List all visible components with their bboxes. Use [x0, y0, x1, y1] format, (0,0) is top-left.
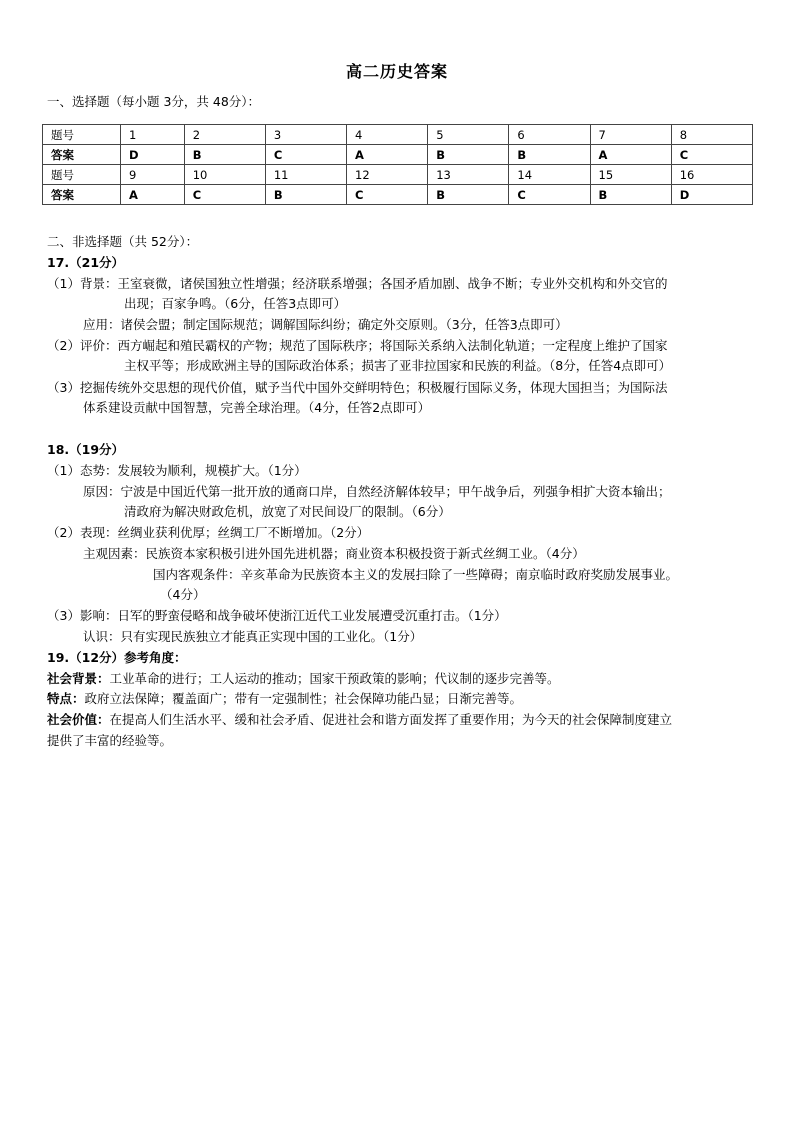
table-cell: 答案	[43, 185, 121, 205]
table-cell: 12	[347, 165, 428, 185]
table-cell: 7	[590, 125, 671, 145]
q18-line: 主观因素：民族资本家积极引进外国先进机器；商业资本积极投资于新式丝绸工业。（4分）	[83, 546, 585, 561]
table-cell: 10	[184, 165, 265, 185]
table-cell: B	[265, 185, 346, 205]
table-cell: B	[509, 145, 590, 165]
q17-line: 应用：诸侯会盟；制定国际规范；调解国际纠纷；确定外交原则。（3分，任答3点即可）	[83, 317, 568, 332]
page-title: 高二历史答案	[345, 62, 448, 81]
table-cell: 2	[184, 125, 265, 145]
table-cell: 4	[347, 125, 428, 145]
q18-line: 国内客观条件：辛亥革命为民族资本主义的发展扫除了一些障碍；南京临时政府奖励发展事业。	[153, 567, 679, 582]
table-cell: A	[121, 185, 185, 205]
answer-table	[42, 124, 753, 205]
table-cell: A	[590, 145, 671, 165]
q17-line: （1）背景：王室衰微，诸侯国独立性增强；经济联系增强；各国矛盾加剧、战争不断；专业外交机构和外交官的	[47, 276, 668, 291]
q18-line: （2）表现：丝绸业获利优厚；丝绸工厂不断增加。（2分）	[47, 525, 370, 540]
section-2-heading: 二、非选择题（共 52分）：	[47, 234, 199, 249]
table-cell: C	[184, 185, 265, 205]
table-cell: 15	[590, 165, 671, 185]
q17-heading: 17.（21分）	[47, 255, 125, 270]
table-cell: 1	[121, 125, 185, 145]
q18-line: 认识：只有实现民族独立才能真正实现中国的工业化。（1分）	[83, 629, 423, 644]
table-cell: A	[347, 145, 428, 165]
table-row	[43, 125, 753, 145]
q19-value	[47, 710, 672, 730]
section-1-heading: 一、选择题（每小题 3分，共 48分）：	[47, 94, 261, 109]
table-cell: 5	[428, 125, 509, 145]
table-cell: 8	[671, 125, 752, 145]
table-cell: B	[428, 185, 509, 205]
q19-features-text: 政府立法保障；覆盖面广；带有一定强制性；社会保障功能凸显；日渐完善等。	[84, 691, 523, 706]
table-row	[43, 145, 753, 165]
table-cell: 题号	[43, 125, 121, 145]
q18-line: （4分）	[160, 587, 206, 602]
q17-line: 出现；百家争鸣。（6分，任答3点即可）	[124, 296, 347, 311]
table-cell: D	[121, 145, 185, 165]
q19-value-continued: 提供了丰富的经验等。	[47, 733, 173, 748]
table-row	[43, 165, 753, 185]
table-cell: B	[428, 145, 509, 165]
table-cell: 6	[509, 125, 590, 145]
table-cell: D	[671, 185, 752, 205]
q17-line: 体系建设贡献中国智慧，完善全球治理。（4分，任答2点即可）	[83, 400, 431, 415]
table-cell: 16	[671, 165, 752, 185]
q18-line: （3）影响：日军的野蛮侵略和战争破坏使浙江近代工业发展遭受沉重打击。（1分）	[47, 608, 507, 623]
q19-value-text: 在提高人们生活水平、缓和社会矛盾、促进社会和谐方面发挥了重要作用；为今天的社会保障制度建立	[109, 712, 673, 727]
q19-background-label: 社会背景：	[47, 671, 110, 686]
table-row	[43, 185, 753, 205]
table-cell: C	[265, 145, 346, 165]
table-cell: B	[590, 185, 671, 205]
table-cell: 11	[265, 165, 346, 185]
table-cell: C	[509, 185, 590, 205]
table-cell: 14	[509, 165, 590, 185]
q19-features	[47, 689, 522, 709]
table-cell: C	[671, 145, 752, 165]
q19-features-label: 特点：	[47, 691, 85, 706]
table-cell: C	[347, 185, 428, 205]
q18-heading: 18.（19分）	[47, 442, 125, 457]
q19-background	[47, 669, 560, 689]
q19-heading: 19.（12分）参考角度：	[47, 650, 187, 665]
q19-value-label: 社会价值：	[47, 712, 110, 727]
table-cell: 答案	[43, 145, 121, 165]
table-cell: 9	[121, 165, 185, 185]
table-cell: 3	[265, 125, 346, 145]
q17-line: 主权平等；形成欧洲主导的国际政治体系；损害了亚非拉国家和民族的利益。（8分，任答4点即可）	[124, 358, 672, 373]
q18-line: 原因：宁波是中国近代第一批开放的通商口岸，自然经济解体较早；甲午战争后，列强争相扩大资本输出；	[83, 484, 671, 499]
table-cell: B	[184, 145, 265, 165]
table-cell: 13	[428, 165, 509, 185]
q18-line: （1）态势：发展较为顺利，规模扩大。（1分）	[47, 463, 307, 478]
q18-line: 清政府为解决财政危机，放宽了对民间设厂的限制。（6分）	[124, 504, 451, 519]
q19-background-text: 工业革命的进行；工人运动的推动；国家干预政策的影响；代议制的逐步完善等。	[109, 671, 560, 686]
q17-line: （3）挖掘传统外交思想的现代价值，赋予当代中国外交鲜明特色；积极履行国际义务，体现大国担当；为国际法	[47, 380, 668, 395]
q17-line: （2）评价：西方崛起和殖民霸权的产物；规范了国际秩序；将国际关系纳入法制化轨道；一定程度上维护了国家	[47, 338, 668, 353]
table-cell: 题号	[43, 165, 121, 185]
